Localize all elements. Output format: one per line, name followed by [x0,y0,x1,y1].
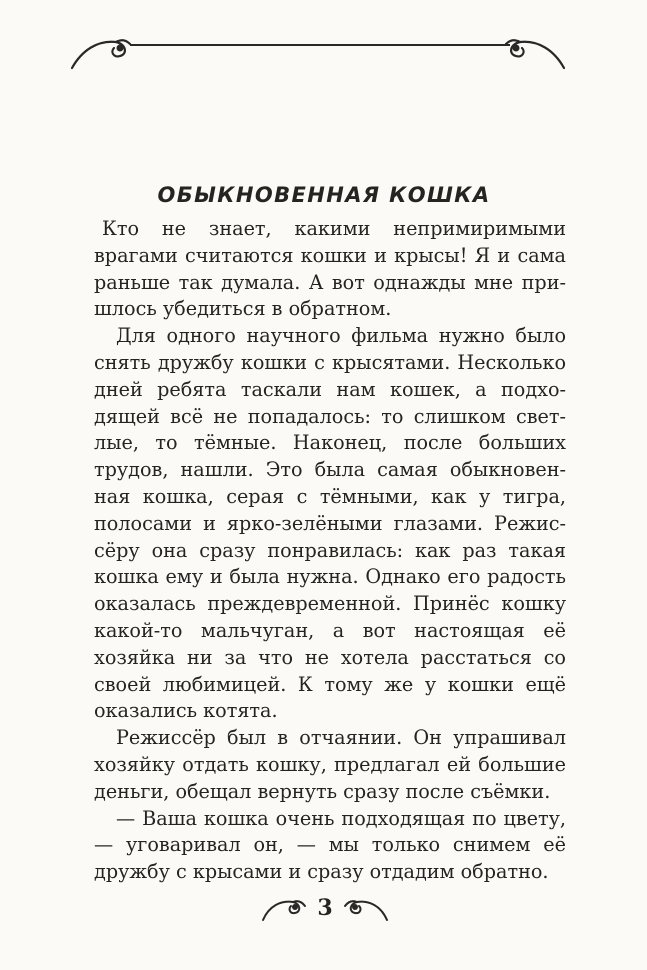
header-rule [130,44,510,46]
paragraph-4: — Ваша кошка очень подходящая по цвету, — уговаривал он, — мы только снимем её дружбу с крысами и сразу отдадим обратно. [94,806,566,884]
story-title: ОБЫКНОВЕННАЯ КОШКА [157,183,491,207]
top-flourish-ornament-icon [68,28,568,72]
paragraph-1: Кто не знает, какими непримиримыми врагами считаются кошки и крысы! Я и сама раньше так думала. А вот однажды мне пришлось убедиться в обратном. [94,217,566,321]
story-body [94,216,566,886]
footer-right-flourish-icon [343,894,389,922]
paragraph-2: Для одного научного фильма нужно было снять дружбу кошки с крысятами. Несколько дней ребята таскали нам кошек, а подходящей всё не попадалось: то слишком светлые, то тёмные. Наконец, после больших трудов, нашли. Это была самая обыкновенная кошка, серая с тёмными, как у тигра, полосами и ярко-зелёными глазами. Режиссёру она сразу понравилась: как раз такая кошка ему и была нужна. Однако его радость оказалась преждевременной. Принёс кошку какой-то мальчуган, а вот настоящая её хозяйка ни за что не хотела расстаться со своей любимицей. К тому же у кошки ещё оказались котята. [94,324,566,723]
page-footer [255,888,395,928]
page-number: 3 [317,895,333,921]
paragraph-3: Режиссёр был в отчаянии. Он упрашивал хозяйку отдать кошку, предлагал ей большие деньги, обещал вернуть сразу после съёмки. [94,726,566,803]
